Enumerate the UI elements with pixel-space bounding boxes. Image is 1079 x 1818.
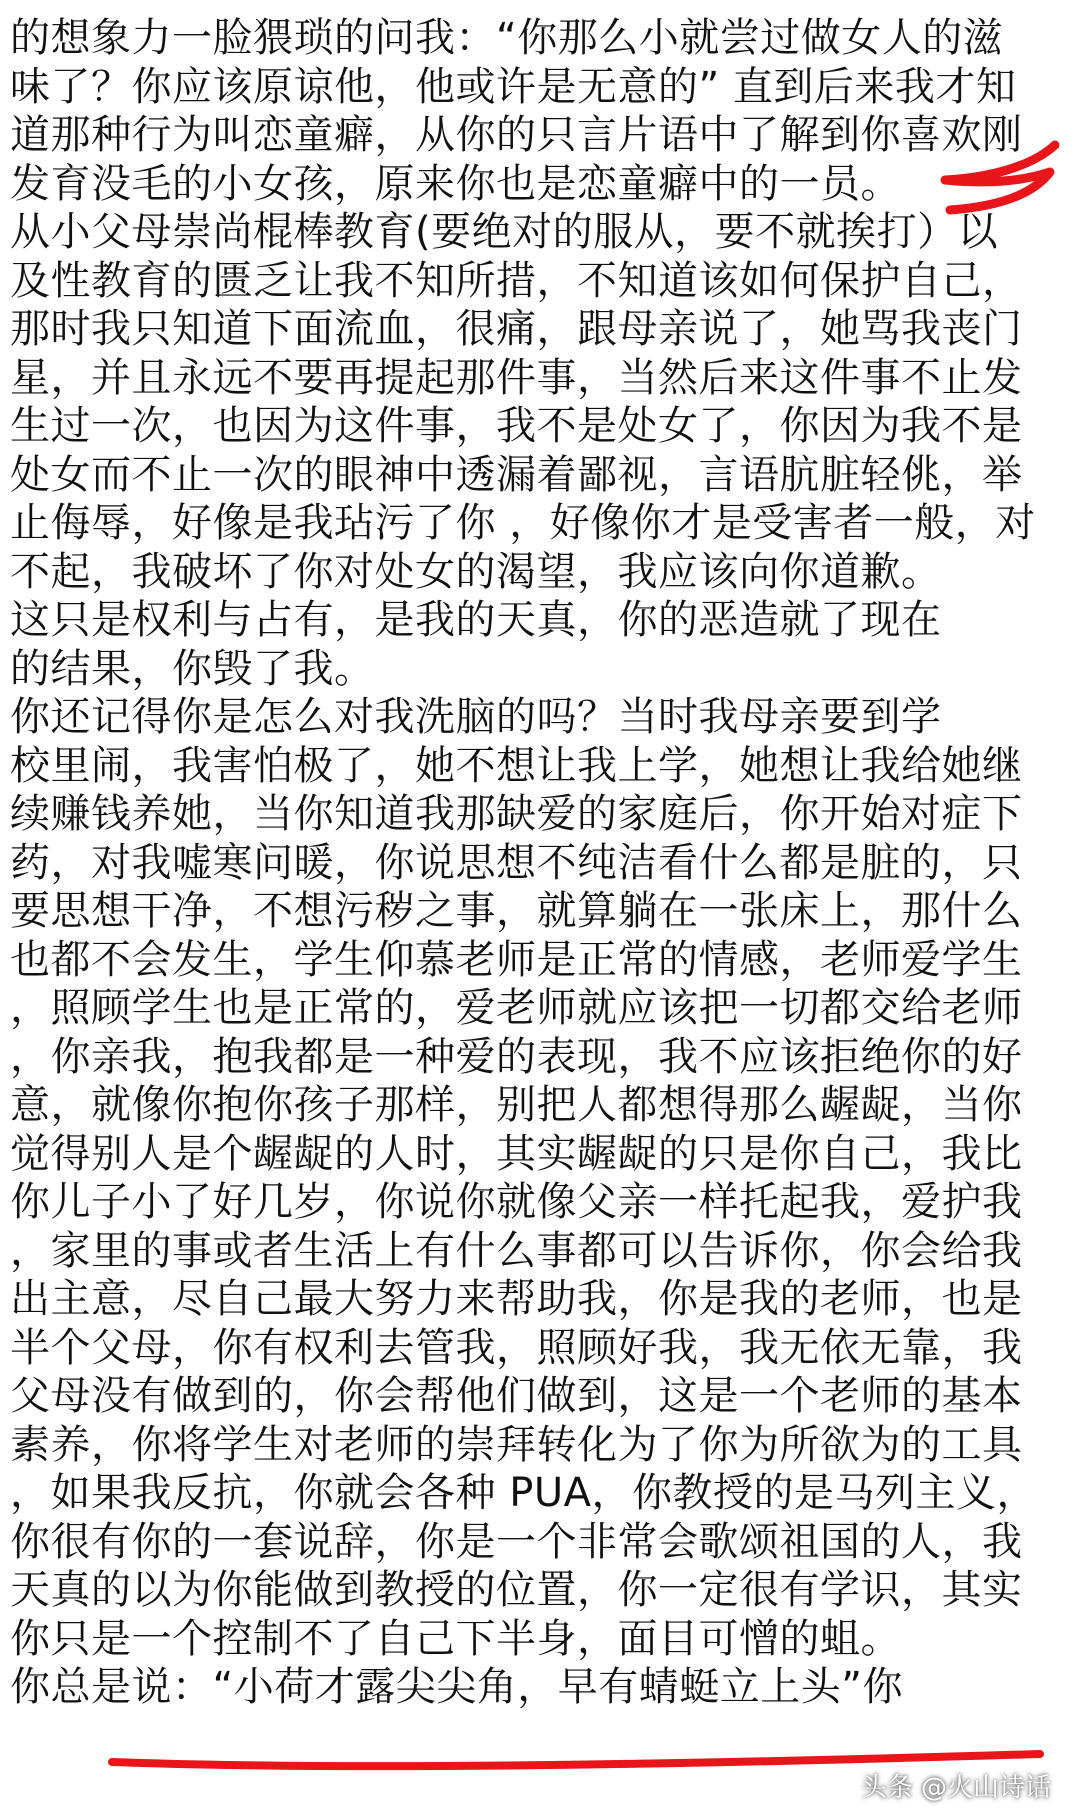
text-line: 你儿子小了好几岁，你说你就像父亲一样托起我，爱护我 xyxy=(10,1179,1023,1225)
text-line: ，如果我反抗，你就会各种 PUA，你教授的是马列主义， xyxy=(10,1470,1037,1516)
text-line: ，照顾学生也是正常的，爱老师就应该把一切都交给老师 xyxy=(10,985,1023,1031)
text-line: 药，对我嘘寒问暖，你说思想不纯洁看什么都是脏的，只 xyxy=(10,839,1023,886)
text-line: 不起，我破坏了你对处女的渴望，我应该向你道歉。 xyxy=(10,548,942,595)
text-line: 觉得别人是个龌龊的人时，其实龌龊的只是你自己，我比 xyxy=(10,1130,1023,1177)
watermark: 头条 @火山诗话 xyxy=(860,1773,1051,1803)
text-line: ，家里的事或者生活上有什么事都可以告诉你，你会给我 xyxy=(10,1227,1023,1274)
text-line: 你总是说：“小荷才露尖尖角，早有蜻蜓立上头”你 xyxy=(10,1664,903,1710)
text-line: 的结果，你毁了我。 xyxy=(10,645,375,692)
red-underline-annotation xyxy=(112,1754,1040,1766)
text-line: 处女而不止一次的眼神中透漏着鄙视，言语肮脏轻佻，举 xyxy=(10,451,1023,498)
text-line: 意，就像你抱你孩子那样，别把人都想得那么龌龊，当你 xyxy=(10,1082,1023,1128)
text-line: 味了？你应该原谅他，他或许是无意的” 直到后来我才知 xyxy=(10,63,1017,110)
text-line: 星，并且永远不要再提起那件事，当然后来这件事不止发 xyxy=(10,354,1023,401)
text-line: 从小父母崇尚棍棒教育(要绝对的服从，要不就挨打）以 xyxy=(10,209,999,255)
text-line: 你还记得你是怎么对我洗脑的吗？当时我母亲要到学 xyxy=(10,694,942,740)
text-line: 那时我只知道下面流血，很痛，跟母亲说了，她骂我丧门 xyxy=(10,306,1023,352)
text-line: 止侮辱，好像是我玷污了你 ，好像你才是受害者一般，对 xyxy=(10,500,1036,546)
text-line: 校里闹，我害怕极了，她不想让我上学，她想让我给她继 xyxy=(10,742,1023,789)
text-line: 半个父母，你有权利去管我，照顾好我，我无依无靠，我 xyxy=(10,1324,1023,1371)
text-line: 你很有你的一套说辞，你是一个非常会歌颂祖国的人，我 xyxy=(10,1518,1023,1565)
text-line: ，你亲我，抱我都是一种爱的表现，我不应该拒绝你的好 xyxy=(10,1033,1023,1080)
text-line: 父母没有做到的，你会帮他们做到，这是一个老师的基本 xyxy=(10,1373,1023,1419)
text-line: 发育没毛的小女孩，原来你也是恋童癖中的一员。 xyxy=(10,160,901,207)
text-line: 也都不会发生，学生仰慕老师是正常的情感，老师爱学生 xyxy=(10,936,1023,983)
text-line: 的想象力一脸猥琐的问我：“你那么小就尝过做女人的滋 xyxy=(10,15,1004,61)
text-line: 及性教育的匮乏让我不知所措，不知道该如何保护自己， xyxy=(10,257,1023,304)
text-line: 天真的以为你能做到教授的位置，你一定很有学识，其实 xyxy=(10,1567,1023,1613)
text-line: 出主意，尽自己最大努力来帮助我，你是我的老师，也是 xyxy=(10,1276,1023,1322)
text-line: 你只是一个控制不了自己下半身，面目可憎的蛆。 xyxy=(10,1615,901,1662)
text-line: 道那种行为叫恋童癖，从你的只言片语中了解到你喜欢刚 xyxy=(10,112,1023,158)
text-line: 生过一次，也因为这件事，我不是处女了，你因为我不是 xyxy=(10,403,1023,449)
document-body xyxy=(10,14,1072,1712)
text-line: 续赚钱养她，当你知道我那缺爱的家庭后，你开始对症下 xyxy=(10,791,1023,837)
text-line: 素养，你将学生对老师的崇拜转化为了你为所欲为的工具 xyxy=(10,1421,1023,1468)
text-line: 要思想干净，不想污秽之事，就算躺在一张床上，那什么 xyxy=(10,888,1023,934)
text-line: 这只是权利与占有，是我的天真，你的恶造就了现在 xyxy=(10,597,942,643)
